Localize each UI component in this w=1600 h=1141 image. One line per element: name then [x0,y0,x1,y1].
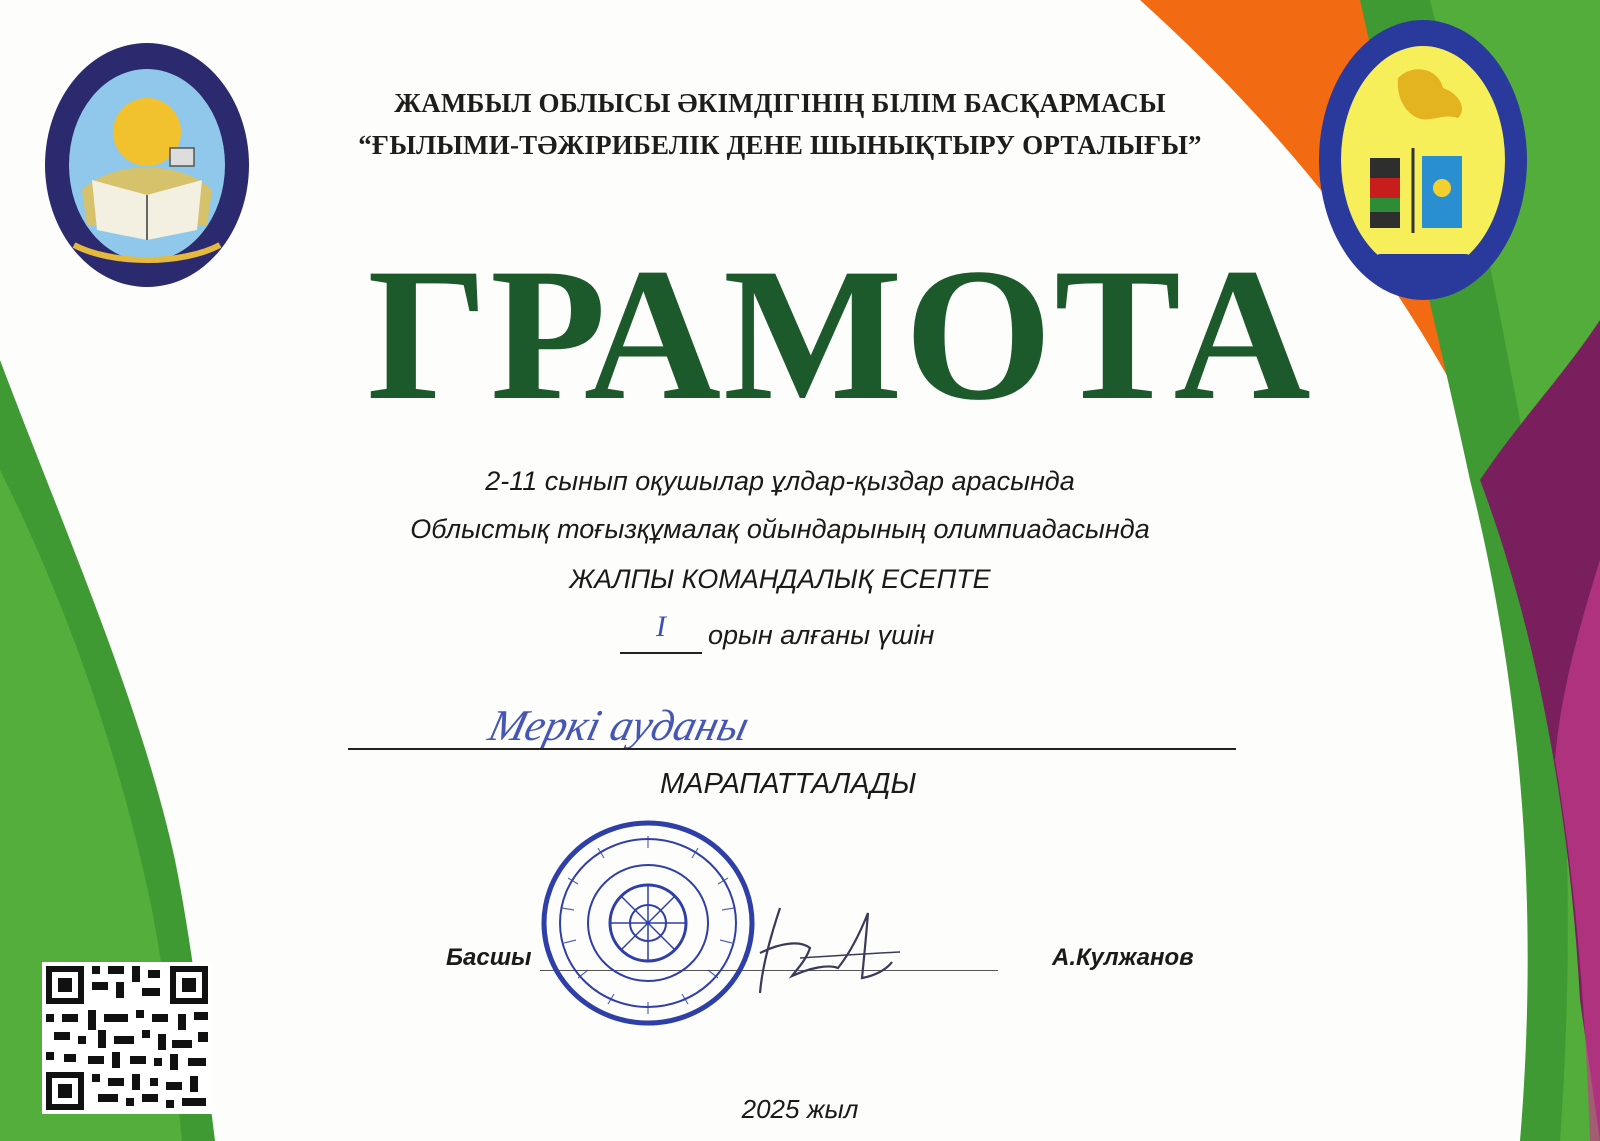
body-line-1: 2-11 сынып оқушылар ұлдар-қыздар арасында [485,466,1075,496]
body-line-2: Облыстық тоғызқұмалақ ойындарының олимпиадасында [410,514,1150,544]
body-line-3: ЖАЛПЫ КОМАНДАЛЫҚ ЕСЕПТЕ [569,564,991,594]
qr-code [42,962,212,1114]
place-label: орын алғаны үшін [708,620,935,650]
certificate-title: ГРАМОТА [367,230,1313,440]
signatory-role: Басшы [446,944,532,971]
place-value: I [656,610,666,643]
sports-center-logo [1318,18,1528,308]
official-stamp [538,818,758,1028]
organization-line-1: ЖАМБЫЛ ОБЛЫСЫ ӘКІМДІГІНІҢ БІЛІМ БАСҚАРМАСЫ [394,88,1166,118]
awardee-line [348,748,1236,750]
education-department-logo [42,40,252,290]
award-verb: МАРАПАТТАЛАДЫ [660,768,917,800]
issue-year: 2025 жыл [741,1094,859,1124]
place-row [560,610,1060,654]
organization-line-2: “ҒЫЛЫМИ-ТӘЖІРИБЕЛІК ДЕНЕ ШЫНЫҚТЫРУ ОРТАЛЫҒЫ” [358,130,1202,160]
signatory-name: А.Кулжанов [1052,944,1194,971]
handwritten-signature [740,898,910,998]
awardee-handwritten: Меркі ауданы [483,701,755,750]
